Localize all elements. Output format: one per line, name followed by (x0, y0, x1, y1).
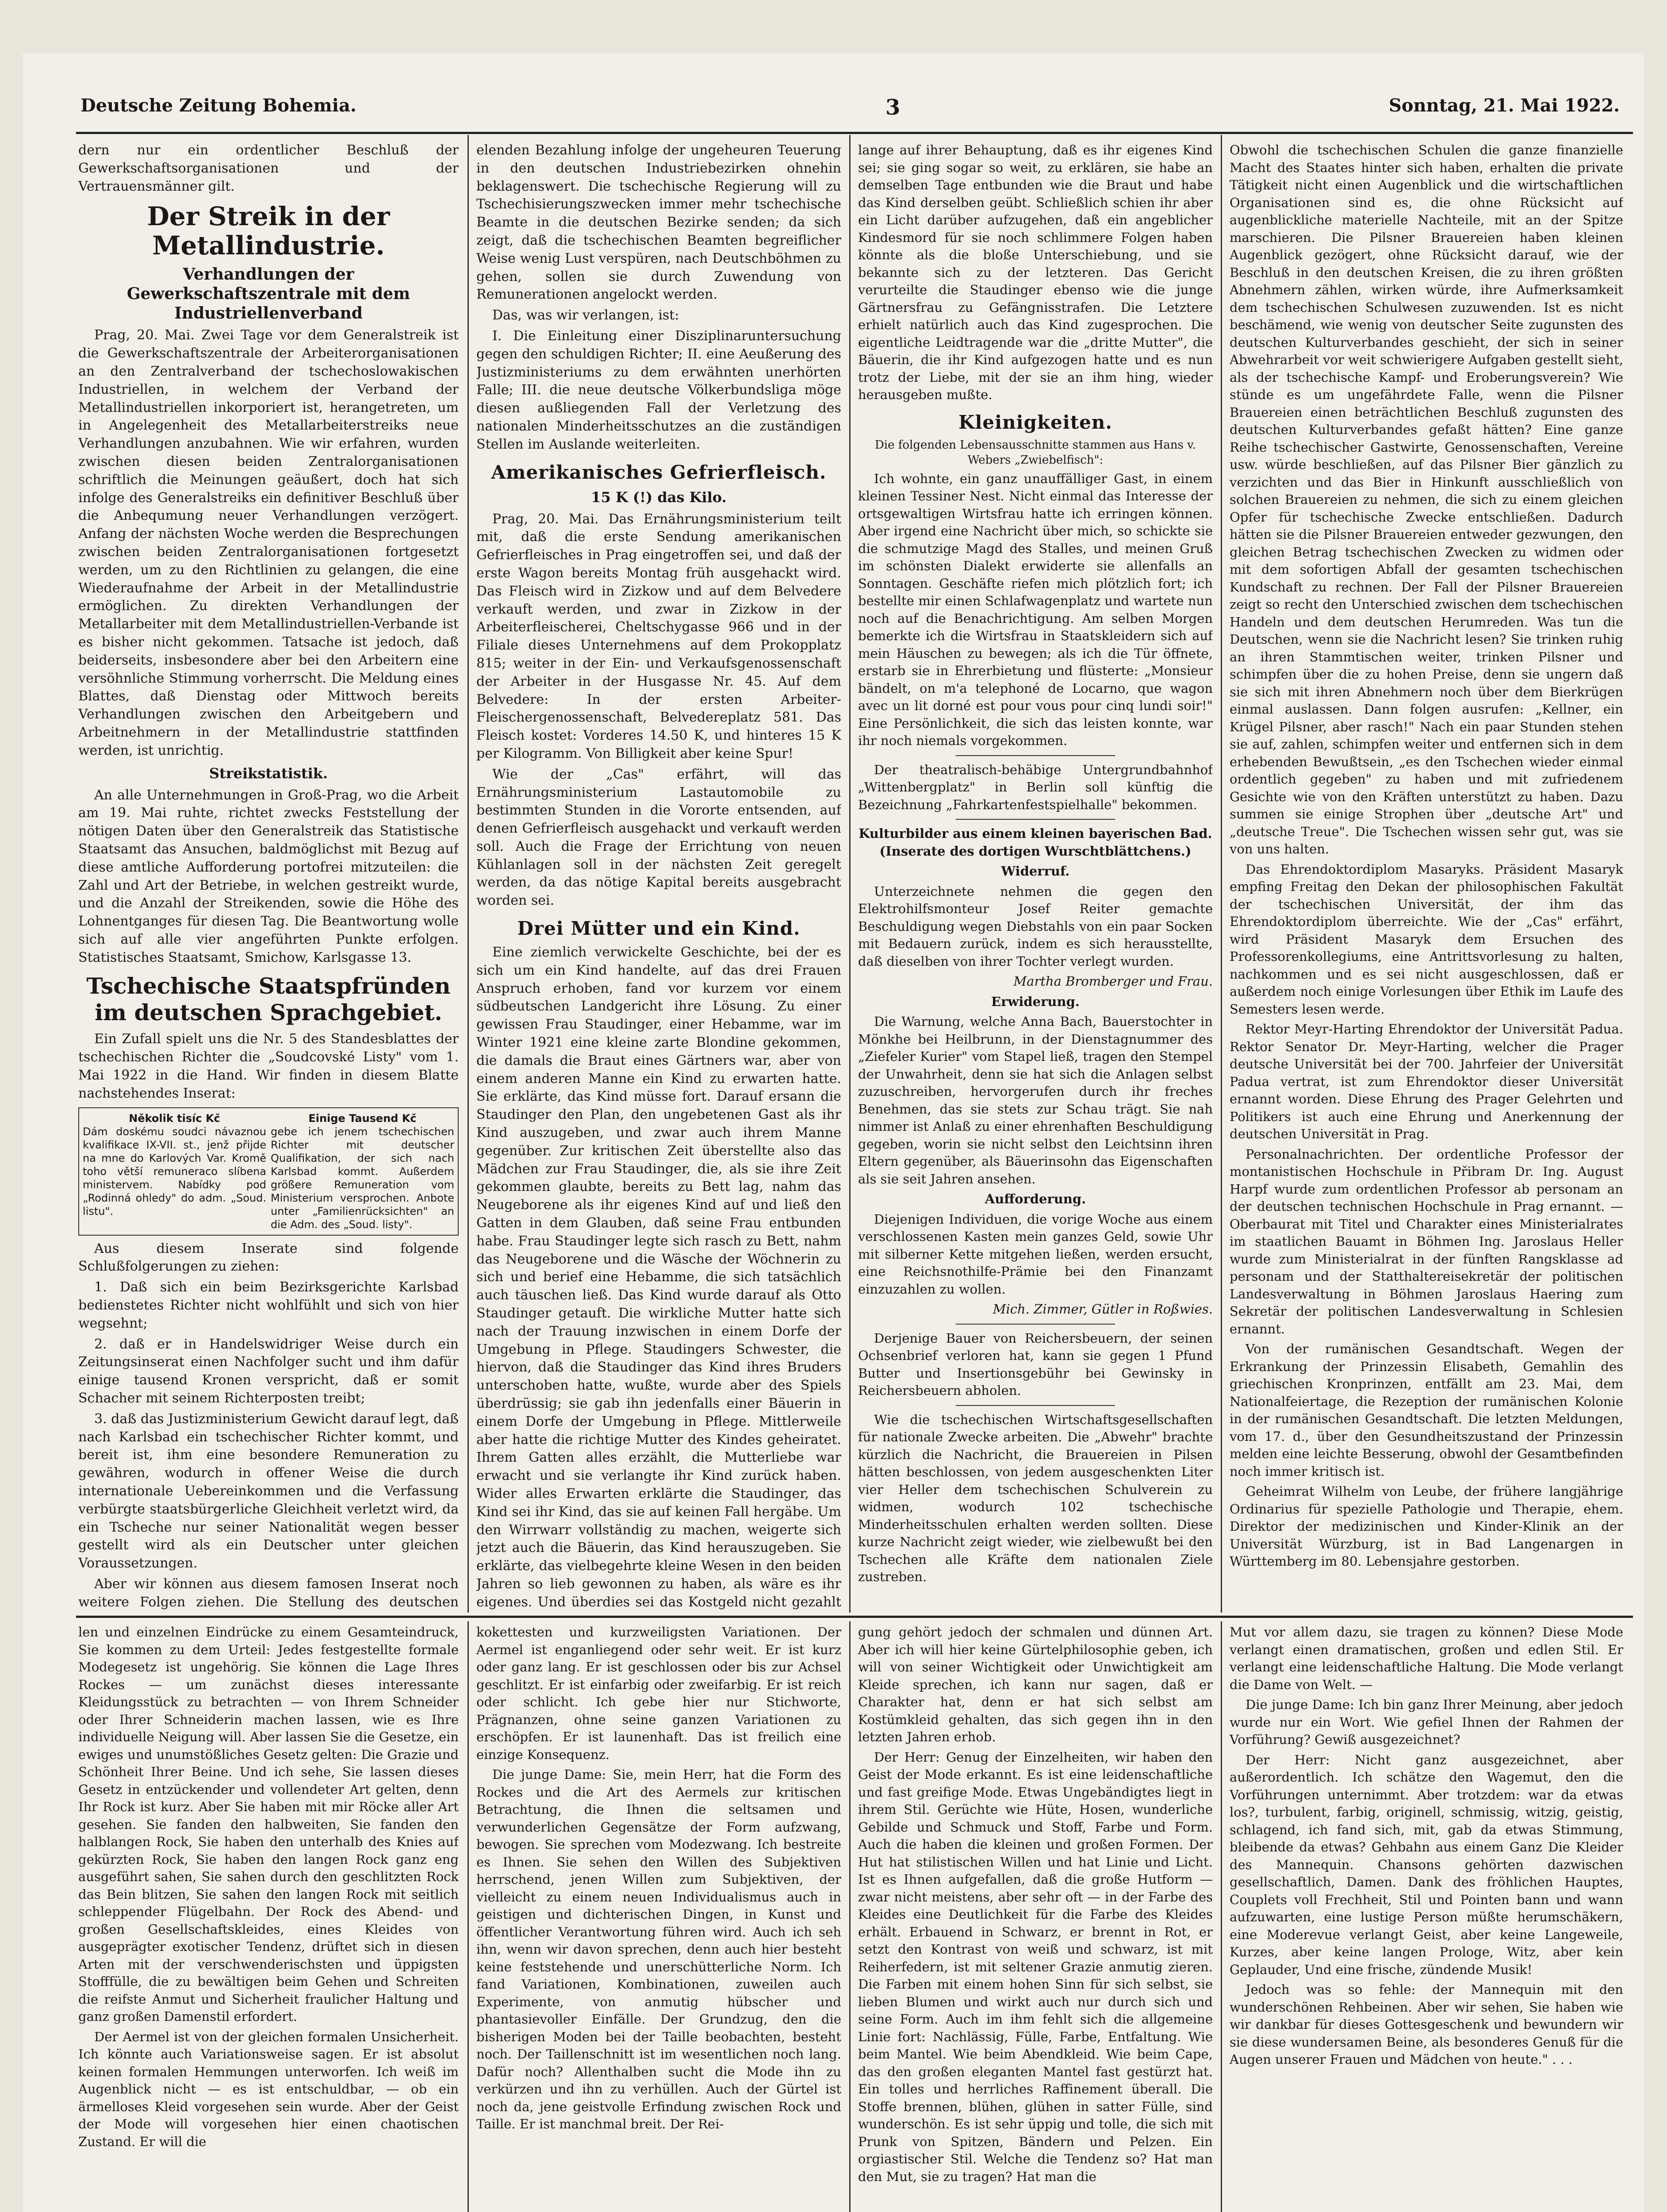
request-body: Diejenigen Individuen, die vorige Woche aus einem verschlossenen Kasten mein ganzes Geld, sowie Uhr mit silberner Kette mitgehen ließen, werden ersucht, eine Reichsnothilfe-Prämie bei den Finanzamt einzuzahlen zu wollen. (858, 1211, 1213, 1297)
ubahn-note: Der theatralisch-behäbige Untergrundbahnhof „Wittenbergplatz" in Berlin soll künftig die Bezeichnung „Fahrkartenfestspielhalle" bekommen. (858, 762, 1213, 812)
column-divider-2 (849, 135, 851, 1613)
feuilleton-3-gentleman: Der Herr: Genug der Einzelheiten, wir haben den Geist der Mode erkannt. Es ist eine leidenschaftliche und fast greifige Mode. Etwas Ungebändigtes liegt in ihrem Stil. Gerüchte wie Hüte, Hosen, wunderliche Gebilde und Schmuck und Stoff, Farbe und Form. Auch die haben die kleinen und großen Formen. Der Hut hat stilistischen Willen und hat Linie und Licht. Ist es Ihnen aufgefallen, daß die große Hutform — zwar nicht meistens, aber sehr oft — in der Farbe des Kleides eine Deutlichkeit für die Farbe des Kleides erhält. Erbauend in Schwarz, er brennt in Rot, er setzt den Kontrast von weiß und schwarz, ist mit Reiherfedern, ist mit seltener Grazie anmutig zieren. Die Farben mit einem hohen Sinn für sich selbst, sie lieben Blumen und wirkt auch nur durch sich und seine Form. Auch im ihm fehlt sich die allgemeine Linie fort: Nachlässig, Fülle, Farbe, Entfaltung. Wie beim Mantel. Wie beim Abendkleid. Wie beim Cape, das den großen eleganten Mantel fast gestürzt hat. Ein tolles und herrliches Raffinement überall. Die Stoffe brennen, blühen, glühen in satter Fülle, sind wunderschön. Es ist sehr üppig und tolle, die sich mit Prunk von Spitzen, Bändern und Pelzen. Ein orgiastischer Stil. Welche die Tendenz so? Hat man den Mut, sie zu tragen? Hat man die (858, 1749, 1213, 2184)
request-heading: Aufforderung. (985, 1191, 1086, 1206)
culture-pictures-heading: Kulturbilder aus einem kleinen bayerischen Bad. (Inserate des dortigen Wurschtblättchens.) (858, 826, 1212, 859)
feuilleton-4-closing: Jedoch was so fehle: der Mannequin mit den wunderschönen Rehbeinen. Aber wir sehen, Sie haben wie wir dankbar für dieses Gottesgeschenk und bewundern wir sie diese wundersamen Beine, als besonderes Genuß für die Augen unserer Frauen und Mädchen von heute." . . . (1230, 1982, 1623, 2067)
top-rule (76, 132, 1633, 134)
frozen-meat-body-2: Wie der „Cas" erfährt, will das Ernährungsministerium Lastautomobile zu bestimmten Stunden in die Vororte entsenden, auf denen Gefrierfleisch ausgehackt und verkauft werden soll. Auch die Frage der Errichtung von neuen Kühlanlagen soll in der nächsten Zeit geregelt werden, da das nötige Kapital bereits ausgebracht worden sei. (476, 766, 841, 909)
feuilleton-4-body: Mut vor allem dazu, sie tragen zu können? Diese Mode verlangt einen dramatischen, großen und edlen Stil. Er verlangt eine leidenschaftliche Haltung. Die Mode verlangt die Dame von Welt. — (1230, 1624, 1623, 1692)
trifles-intro: Die folgenden Lebensausschnitte stammen aus Hans v. Webers „Zwiebelfisch": (874, 438, 1196, 467)
headline-trifles: Kleinigkeiten. (958, 411, 1113, 433)
column-1 (78, 142, 459, 1610)
feuilleton-rule (76, 1616, 1633, 1618)
feuilleton-4-gentleman: Der Herr: Nicht ganz ausgezeichnet, aber außerordentlich. Ich schätze den Wagemut, den die Vorführungen unternimmt. Aber trotzdem: war da etwas los?, turbulent, farbig, originell, schmissig, witzig, geistig, schlagend, ich fand sich, mit, gab da etwas Stimmung, bleibende da etwas? Gehbahn aus einem Ganz Die Kleider des Mannequin. Chansons gehörten dazwischen gesellschaftlich, Damen. Dank des fröhlichen Hauptes, Couplets voll Frechheit, Stil und Pointen bann und wann aufzuwarten, eine lustige Person müßte herumschäkern, eine Moderevue verlangt Geist, aber keine Langeweile, Kurzes, aber keine langen Prologe, Witz, aber kein Geplauder, Und eine frische, zündende Musik! (1230, 1752, 1623, 1977)
feuilleton-3-body: gung gehört jedoch der schmalen und dünnen Art. Aber ich will hier keine Gürtelphilosophie geben, ich will von seiner Wichtigkeit oder Unwichtigkeit am Kleide sprechen, ich kann nur sagen, daß er Charakter hat, denn er hat sich selbst am Kostümkleid gehalten, das sich gegen ihn in den letzten Jahren erhob. (858, 1624, 1213, 1744)
page-number: 3 (885, 95, 901, 120)
strike-statistics-body: An alle Unternehmungen in Groß-Prag, wo die Arbeit am 19. Mai ruhte, richtet zwecks Feststellung der nötigen Daten über den Generalstreik das Statistische Staatsamt das Ansuchen, baldmöglichst mit Bezug auf diese amtliche Aufforderung portofrei mitzuteilen: die Zahl und Art der Betriebe, in welchen gestreikt wurde, und die Anzahl der Streikenden, sowie die Höhe des Lohnentganges für diesen Tag. Die Beantwortung wolle sich auf alle vier angeführten Punkte erfolgen. Statistisches Staatsamt, Smichow, Karlsgasse 13. (78, 787, 459, 965)
column-3 (858, 142, 1213, 1610)
retraction-signature: Martha Bromberger und Frau. (1013, 974, 1213, 989)
quoted-advertisement (78, 1107, 459, 1236)
retraction-heading: Widerruf. (1001, 864, 1070, 879)
separator (956, 1324, 1115, 1325)
subhead-meat-price: 15 K (!) das Kilo. (591, 488, 727, 506)
masthead-date: Sonntag, 21. Mai 1922. (1388, 95, 1620, 116)
feuilleton-4-young-lady: Die junge Dame: Ich bin ganz Ihrer Meinung, aber jedoch wurde nur ein Wort. Wie gefiel Ihnen der Rahmen der Vorführung? Gewiß ausgezeichnet? (1230, 1697, 1623, 1747)
headline-frozen-meat: Amerikanisches Gefrierfleisch. (491, 461, 827, 483)
feuilleton-divider-2 (849, 1621, 851, 2212)
conclusions-intro: Aus diesem Inserate sind folgende Schlußfolgerungen zu ziehen: (78, 1240, 459, 1275)
advertisement-german (271, 1112, 454, 1231)
frozen-meat-body: Prag, 20. Mai. Das Ernährungsministerium teilt mit, daß die erste Sendung amerikanischen Gefrierfleisches in Prag eingetroffen sei, und daß der erste Wagon bereits Montag früh ausgehackt wird. Das Fleisch wird in Zizkow und auf dem Belvedere verkauft werden, und zwar in Zizkow in der Arbeiterfleischerei, Cheltschygasse 966 und in der Filiale dieses Unternehmens auf dem Prokopplatz 815; weiter in der Ein- und Verkaufsgenossenschaft der Arbeiter in der Husgasse Nr. 45. Auf dem Belvedere: In der ersten Arbeiter-Fleischergenossenschaft, Belvedereplatz 581. Das Fleisch kostet: Vorderes 14.50 K, und hinteres 15 K per Kilogramm. Von Billigkeit aber keine Spur! (476, 511, 841, 761)
feuilleton-2-body: kokettesten und kurzweiligsten Variationen. Der Aermel ist enganliegend oder sehr weit. Er ist kurz oder ganz lang. Er ist geschlossen oder bis zur Achsel geschlitzt. Er ist einfarbig oder zweifarbig. Er ist reich oder schlicht. Ich gebe hier nur Stichworte, Prägnanzen, ohne seine ganzen Variationen zu erschöpfen. Er ist launenhaft. Das ist freilich eine einzige Konsequenz. (476, 1624, 841, 1762)
column-divider-3 (1221, 135, 1222, 1613)
feuilleton-1-body: len und einzelnen Eindrücke zu einem Gesamteindruck, Sie kommen zu dem Urteil: Jedes festgestellte formale Modegesetz ist ungehörig. Sie können die Lage Ihres Rockes — um zunächst dieses interessante Kleidungsstück zu betrachten — von Ihrem Schneider oder Ihrer Schneiderin machen lassen, wie es Ihre individuelle Neigung will. Aber lassen Sie die Gesetze, ein ewiges und unumstößliches Gesetz gelten: Die Grazie und Schönheit Ihrer Beine. Und ich sehe, Sie lassen dieses Gesetz in entzückender und vollendeter Art gelten, denn Ihr Rock ist kurz. Aber Sie haben mit mir Röcke aller Art gesehen. Sie fanden den halbweiten, Sie fanden den halblangen Rock, Sie haben den unterhalb des Knies auf gekürzten Rock, Sie haben den langen Rock ganz eng ausgeführt sahen, Sie sahen durch den geschlitzten Rock das Bein blitzen, Sie sahen den langen Rock mit seitlich schleppender Flügelbahn. Der Rock des Abend- und großen Gesellschaftskleides, eines Kleides von ausgeprägter exotischer Tendenz, drüftet sich in diesen Arten mit der verschwenderischsten und üppigsten Stofffülle, die zu bewältigen beim Gehen und Schreiten die reifste Anmut und Sicherheit fraulicher Haltung und ganz großen Damenstil erfordert. (78, 1624, 459, 2024)
feuilleton-column-4 (1230, 1624, 1623, 2212)
metal-strike-body: Prag, 20. Mai. Zwei Tage vor dem Generalstreik ist die Gewerkschaftszentrale der Arbeiterorganisationen an den Zentralverband der tschechoslowakischen Industriellen, in welchem der Verband der Metallindustriellen inkorporiert ist, herangetreten, um in Angelegenheit des Metallarbeiterstreiks neue Verhandlungen anzubahnen. Wie wir erfahren, wurden zwischen diesen beiden Zentralorganisationen schriftlich die Meinungen geäußert, doch hat sich infolge des Generalstreiks ein definitiver Beschluß über die Anbequmung neuer Verhandlungen verzögert. Anfang der nächsten Woche werden die Besprechungen zwischen beiden Zentralorganisationen fortgesetzt werden, um zu den Richtlinien zu gelangen, die eine Wiederaufnahme der Arbeit in der Metallindustrie ermöglichen. Zu direkten Verhandlungen der Metallarbeiter mit dem Metallindustriellen-Verbande ist es bisher nicht gekommen. Tatsache ist jedoch, daß beiderseits, insbesondere aber bei den Arbeitern eine versöhnliche Stimmung vorherrscht. Die Meldung eines Blattes, daß Dienstag oder Mittwoch bereits Verhandlungen zwischen den Arbeitgebern und Arbeitnehmern in der Metallindustrie stattfinden werden, ist unrichtig. (78, 327, 459, 758)
reply-heading: Erwiderung. (991, 994, 1080, 1009)
col1-intro: dern nur ein ordentlicher Beschluß der Gewerkschaftsorganisationen und der Vertrauensmänner gilt. (78, 142, 459, 194)
headline-three-mothers: Drei Mütter und ein Kind. (517, 918, 801, 940)
advertisement-czech-heading: Několik tisíc Kč (129, 1112, 220, 1125)
advertisement-czech (83, 1112, 266, 1231)
masthead-paper-title: Deutsche Zeitung Bohemia. (80, 95, 356, 116)
advertisement-czech-text: Dám doskému soudci návaznou kvalifikace IX-VII. st., jenž přijde na mne do Karlových Var. Kromě toho větší remuneraco slíbena ministervem. Nabídky pod „Rodinná ohledy" do adm. „Soud. listu". (83, 1125, 266, 1217)
trifles-anecdote: Ich wohnte, ein ganz unauffälliger Gast, in einem kleinen Tessiner Nest. Nicht einmal das Interesse der ortsgewaltigen Wirtsfrau hatte ich erringen können. Aber irgend eine Nachricht über mich, so schickte sie die schmutzige Magd des Stalles, und meinen Gruß im schönsten Dialekt erwiderte sie allenfalls an Sonntagen. Geschäfte riefen mich plötzlich fort; ich bestellte mir einen Schlafwagenplatz und wartete nun noch auf die Benachrichtigung. Am selben Morgen bemerkte ich die Wirtsfrau in Staatskleidern sich auf mein Häuschen zu bewegen; als ich die Tür öffnete, erstarb sie in Ehrerbietung und flüsterte: „Monsieur bändelt, on m'a telephoné de Locarno, que wagon avec un lit dorné est pour vous pour cinq lundi soir!" Eine Persönlichkeit, die sich das leisten konnte, war ihr noch niemals vorgekommen. (858, 471, 1213, 748)
column-4 (1230, 142, 1623, 1610)
ox-notice: Derjenige Bauer von Reichersbeuern, der seinen Ochsenbrief verloren hat, kann sie gegen 1 Pfund Butter und Insertionsgebühr bei Gewinsky in Reichersbeuern abholen. (858, 1330, 1213, 1398)
conclusion-1: 1. Daß sich ein beim Bezirksgerichte Karlsbad bedienstetes Richter nicht wohlfühlt und sich von hier wegsehnt; (78, 1279, 459, 1331)
sinecures-continuation: Aber wir können aus diesem famosen Inserat noch weitere Folgen ziehen. Die Stellung des deutschen (78, 1576, 459, 1610)
advertisement-german-text: gebe ich jenem tschechischen Richter mit deutscher Qualifikation, der sich nach Karlsbad kommt. Außerdem größere Remuneration vom Ministerium versprochen. Anbote unter „Familienrücksichten" an die Adm. des „Soud. listy". (271, 1125, 454, 1231)
headline-metal-strike: Der Streik in der Metallindustrie. (147, 201, 390, 261)
sinecures-intro: Ein Zufall spielt uns die Nr. 5 des Standesblattes der tschechischen Richter die „Soudcovské Listy" vom 1. Mai 1922 in die Hand. Wir finden in diesem Blatte nachstehendes Inserat: (78, 1031, 459, 1101)
leube-obituary: Geheimrat Wilhelm von Leube, der frühere langjährige Ordinarius für spezielle Pathologie und Therapie, ehem. Direktor der medizinischen und Kinder-Klinik an der Universität Würzburg, ist in Bad Langenargen in Württemberg im 80. Lebensjahre gestorben. (1230, 1484, 1623, 1569)
separator (956, 755, 1115, 756)
demands-list: I. Die Einleitung einer Disziplinaruntersuchung gegen den schuldigen Richter; II. eine Aeußerung des Justizministeriums zu dem erwähnten unerhörten Falle; III. die neue deutsche Völkerbundsliga möge diesen außliegenden Fall der Verletzung des nationalen Minderheitsschutzes an die zuständigen Stellen im Auslande weiterleiten. (476, 328, 841, 452)
feuilleton-column-1 (78, 1624, 459, 2212)
headline-state-sinecures: Tschechische Staatspfründen im deutschen Sprachgebiet. (86, 973, 451, 1026)
column-2 (476, 142, 841, 1610)
headline-strike-statistics: Streikstatistik. (209, 764, 328, 782)
newspaper-page (23, 53, 1644, 2212)
conclusion-3: 3. daß das Justizministerium Gewicht darauf legt, daß nach Karlsbad ein tschechischer Richter kommt, und bereit ist, ihm eine besondere Remuneration zu gewähren, wodurch in offener Weise die durch internationale Uebereinkommen und die Verfassung verbürgte staatsbürgerliche Gleichheit verletzt wird, da ein Tscheche nur seiner Nationalität wegen besser gestellt wird als ein Deutscher unter gleichen Voraussetzungen. (78, 1411, 459, 1571)
col2-continuation: elenden Bezahlung infolge der ungeheuren Teuerung in den deutschen Industriebezirken ohnehin beklagenswert. Die tschechische Regierung will zu Tschechisierungszwecken immer mehr tschechische Beamte in die deutschen Bezirke senden; da sich zeigt, daß die tschechischen Beamten begreiflicher Weise wenig Lust verspüren, nach Deutschböhmen zu gehen, sollen sie durch Zuwendung von Remunerationen angelockt werden. (476, 142, 841, 303)
pilsner-continuation: Obwohl die tschechischen Schulen die ganze finanzielle Macht des Staates hinter sich haben, erhalten die private Tätigkeit nicht einen Augenblick und die wirtschaftlichen Organisationen sind es, die ohne Rücksicht auf augenblickliche materielle Nachteile, mit an der Spitze marschieren. Die Pilsner Brauereien haben kleinen Augenblick gezögert, ohne Rücksicht darauf, wie der Beschluß in den deutschen Kreisen, die zu ihren größten Abnehmern zählen, wirken würde, ihre Aufmerksamkeit dem tschechischen Schulwesen zuzuwenden. Ist es nicht beschämend, wie wenig von deutscher Seite zugunsten des deutschen Kulturverbandes geschieht, der sich in seiner Abwehrarbeit vor weit schwierigere Aufgaben gestellt sieht, als der tschechische Kampf- und Eroberungsverein? Wie stünde es um ungefährdete Falle, wenn die Pilsner Brauereien einen beträchtlichen Beschluß zugunsten des deutschen Kulturverbandes gefaßt hätten? Eine ganze Reihe tschechischer Gastwirte, Genossenschaften, Vereine usw. würde beschließen, auf das Pilsner Bier gänzlich zu verzichten und das Bier in Hinkunft ausschließlich von solchen Brauereien zu nehmen, die sich zu einem gleichen Opfer für tschechische Zwecke entschließen. Dadurch hätten sie die Pilsner Brauereien entweder gezwungen, den gleichen Betrag tschechischen Zwecken zu widmen oder mit dem sofortigen Abfall der gesamten tschechischen Kundschaft zu rechnen. Der Fall der Pilsner Brauereien zeigt so recht den Unterschied zwischen dem tschechischen Handeln und dem deutschen Herumreden. Was tun die Deutschen, wenn sie die Nachricht lesen? Sie trinken ruhig an ihren Stammtischen weiter, trinken Pilsner und schimpfen über die zu hohen Preise, denn sie ungern daß sie sich mit ihren Abnehmern noch über dem Bierkrügen einmal auslassen. Dann folgen ausrufen: „Kellner, ein Krügel Pilsner, aber rasch!" Nach ein paar Stunden stehen sie auf, zahlen, schimpfen weiter und entfernen sich in dem erhebenden Bewußtsein, „es den Tschechen wieder einmal ordentlich gegeben" zu haben und mit zufriedenem Gesichte wie von den Kräften unterstützt zu haben. Dazu summen sie einige Strophen über „deutsche Art" und „deutsche Treue". Die Tschechen wissen sehr gut, was sie von uns halten. (1230, 142, 1623, 856)
request-signature: Mich. Zimmer, Gütler in Roßwies. (993, 1302, 1213, 1317)
reply-body: Die Warnung, welche Anna Bach, Bauerstochter in Mönkhe bei Heilbrunn, in der Dienstagnummer des „Ziefeler Kurier" vom Stapel ließ, tragen den Stempel der Unwahrheit, denn sie hat sich die Anlagen selbst zuzuschreiben, hervorgerufen durch ihr freches Benehmen, das sie stets zur Schau trägt. Sie nah nimmer ist Anlaß zu einer ehrenhaften Beschuldigung gegeben, worin sie nicht selbst den Leichtsinn ihren Eltern gegenüber, als Bäuerinsohn das Eigenschaften als sie seit Jahren ansehen. (858, 1014, 1213, 1187)
feuilleton-divider-3 (1221, 1621, 1222, 2212)
romanian-legation: Von der rumänischen Gesandtschaft. Wegen der Erkrankung der Prinzessin Elisabeth, Gemahlin des griechischen Kronprinzen, entfällt am 23. Mai, dem Nationalfeiertage, die Rezeption der rumänischen Kolonie in der rumänischen Gesandtschaft. Die letzten Meldungen, vom 17. d., über den Gesundheitszustand der Prinzessin melden eine leichte Besserung, obwohl der Gesamtbefinden noch immer kritisch ist. (1230, 1341, 1623, 1479)
masthead (80, 95, 1620, 126)
czech-economic-societies: Wie die tschechischen Wirtschaftsgesellschaften für nationale Zwecke arbeiten. Die „Abwehr" brachte kürzlich die Nachricht, die Brauereien in Pilsen hätten beschlossen, von jedem ausgeschenkten Liter vier Heller dem tschechischen Schulverein zu widmen, wodurch 102 tschechische Minderheitsschulen erhalten werden sollten. Diese kurze Nachricht zeigt wieder, wie zielbewußt bei den Tschechen alle Kräfte dem nationalen Ziele zustreben. (858, 1412, 1213, 1584)
subhead-negotiations: Verhandlungen der Gewerkschaftszentrale mit dem Industriellenverband (126, 265, 410, 323)
meyr-harting-doctorate: Rektor Meyr-Harting Ehrendoktor der Universität Padua. Rektor Senator Dr. Meyr-Harting, welcher die Prager deutsche Universität bei der 700. Jahrfeier der Universität Padua vertrat, ist zum Ehrendoktor dieser Universität ernannt worden. Diese Ehrung des Prager Gelehrten und Politikers ist auch eine Ehrung und Anerkennung der deutschen Universität in Prag. (1230, 1022, 1623, 1141)
feuilleton-1-sleeve: Der Aermel ist von der gleichen formalen Unsicherheit. Ich könnte auch Variationsweise sagen. Er ist absolut keinen formalen Hemmungen unterworfen. Ich weiß im Augenblick nicht — es ist entschuldbar, — ob ein ärmelloses Kleid vorgesehen sein wurde. Aber der Geist der Mode will vorgesehen hier einen chaotischen Zustand. Er will die (78, 2029, 459, 2149)
retraction-body: Unterzeichnete nehmen die gegen den Elektrohilfsmonteur Josef Reiter gemachte Beschuldigung wegen Diebstahls von ein paar Socken mit Bedauern zurück, indem es sich herausstellte, daß dieselben von ihrer Tochter verlegt wurden. (858, 883, 1213, 969)
three-mothers-body: Eine ziemlich verwickelte Geschichte, bei der es sich um ein Kind handelte, auf das drei Frauen Anspruch erhoben, fand vor kurzem vor einem südbeutschen Landgericht ihre Lösung. Zu einer gewissen Frau Staudinger, einer Hebamme, war im Winter 1921 eine kleine zarte Blondine gekommen, die damals die Braut eines Gärtners war, aber von einem anderen Manne ein Kind zu erwarten hatte. Sie erklärte, das Kind müsse fort. Darauf ersann die Staudinger den Plan, den ungebetenen Gast als ihr Kind auszugeben, und zwar auch ihrem Manne gegenüber. Zur kritischen Zeit überstellte also das Mädchen zur Frau Staudinger, die, als sie ihre Zeit gekommen glaubte, bereits zu Bett lag, nahm das Neugeborene als ihr eigenes Kind auf und ließ den Gatten in dem Glauben, daß seine Frau entbunden habe. Frau Staudinger legte sich rasch zu Bett, nahm das Neugeborene und die Wäsche der Wöchnerin zu sich und berief eine Hebamme, die sich tatsächlich auch täuschen ließ. Das Kind wurde darauf als Otto Staudinger getauft. Die wirkliche Mutter hatte sich nach der Trauung inzwischen in einem Dorfe der Umgebung in Pflege. Staudingers Schwester, die hiervon, daß die Staudinger das Kind ihres Bruders unterschoben hatte, wußte, wurde aber des Spiels überdrüssig; sie gab ihn jedenfalls einer Bäuerin in einem Dorfe der Umgebung in Pflege. Mittlerweile aber hatte die richtige Mutter des Kindes geheiratet. Ihrem Gatten alles erzählt, die Mutterliebe war erwacht und sie verlangte ihr Kind zurück haben. Wider alles Erwarten erklärte die Staudinger, das Kind sei ihr Kind, das sie auf keinen Fall hergäbe. Um den Wirrwarr vollständig zu machen, weigerte sich jetzt auch die Bäuerin, das Kind herauszugeben. Sie erklärte, das vielbegehrte kleine Wesen in den beiden Jahren so lieb gewonnen zu haben, als wäre es ihr eigenes. Und überdies sei das Kostgeld nicht gezahlt (476, 945, 841, 1610)
personnel-news: Personalnachrichten. Der ordentliche Professor der montanistischen Hochschule in Přibram Dr. Ing. August Harpf wurde zum ordentlichen Professor ab personam an der deutschen technischen Hochschule in Prag ernannt. — Oberbaurat mit Titel und Charakter eines Ministerialrates im staatlichen Bauamt in Böhmen Ing. Jaroslaus Heller wurde zum Ministerialrat in der fünften Rangsklasse ad personam und der Statthaltereisekretär der politischen Landesverwaltung in Böhmen Jaroslaus Haering zum Sekretär der politischen Landesverwaltung in Schlesien ernannt. (1230, 1146, 1623, 1336)
masaryk-doctorate: Das Ehrendoktordiplom Masaryks. Präsident Masaryk empfing Freitag den Dekan der philosophischen Fakultät der tschechischen Universität, der ihm das Ehrendoktordiplom überreichte. Wie der „Cas" erfährt, wird Präsident Masaryk dem Ersuchen des Professorenkollegiums, eine Antrittsvorlesung zu halten, nachkommen und es sei nicht ausgeschlossen, daß er außerdem noch einige Vorlesungen über Ethik im Laufe des Semesters lesen werde. (1230, 861, 1623, 1017)
demands-intro: Das, was wir verlangen, ist: (492, 307, 679, 323)
feuilleton-column-3 (858, 1624, 1213, 2212)
feuilleton-divider-1 (468, 1621, 469, 2212)
three-mothers-continuation: lange auf ihrer Behauptung, daß es ihr eigenes Kind sei; sie ging sogar so weit, zu erklären, sie habe an demselben Tage entbunden wie die Braut und habe das Kind derselben geübt. Schließlich schien ihr aber ein Licht darüber aufzugehen, daß ein angeblicher Kindesmord für sie noch schlimmere Folgen haben könnte als die bloße Unterschiebung, und sie bekannte sich zu der letzteren. Das Gericht verurteilte die Staudinger ebenso wie die junge Gärtnersfrau zu Gefängnisstrafen. Die Letztere erhielt natürlich auch das Kind zugesprochen. Die eigentliche Leidtragende war die „dritte Mutter", die Bäuerin, die ihr Kind aufgezogen hatte und es nun trotz der Liebe, mit der sie an ihm hing, wieder herausgeben mußte. (858, 142, 1213, 402)
feuilleton-2-young-lady: Die junge Dame: Sie, mein Herr, hat die Form des Rockes und die Art des Aermels zur kritischen Betrachtung, die Ihnen die seltsamen und verwunderlichen Gegensätze der Form aufzwang, bewogen. Sie sprechen vom Modezwang. Ich bestreite es Ihnen. Sie sehen den Willen des Subjektiven herrschend, jenen Willen zum Subjektiven, der vielleicht zu einem neuen Individualismus auch in geistigen und dichterischen Dingen, in Kunst und öffentlicher Verantwortung führen wird. Auch ich seh ihn, wenn wir davon sprechen, denn auch hier besteht keine feststehende und unerschütterliche Norm. Ich fand Variationen, Kombinationen, zuweilen auch Experimente, von anmutig hübscher und phantasievoller Einfälle. Der Grundzug, den die bisherigen Moden bei der Taille beobachten, besteht noch. Der Taillenschnitt ist im wesentlichen noch lang. Dafür noch? Allenthalben sucht die Mode ihn zu verkürzen und ihn zu verhüllen. Auch der Gürtel ist noch da, jene geistvolle Erfindung zwischen Rock und Taille. Er ist manchmal breit. Der Rei- (476, 1767, 841, 2131)
separator (956, 819, 1115, 820)
conclusion-2: 2. daß er in Handelswidriger Weise durch ein Zeitungsinserat einen Nachfolger sucht und ihm dafür einige tausend Kronen verspricht, daß er somit Schacher mit seinem Richterposten treibt; (78, 1336, 459, 1406)
feuilleton-column-2 (476, 1624, 841, 2212)
advertisement-german-heading: Einige Tausend Kč (308, 1112, 417, 1125)
column-divider-1 (468, 135, 469, 1613)
separator (956, 1405, 1115, 1406)
